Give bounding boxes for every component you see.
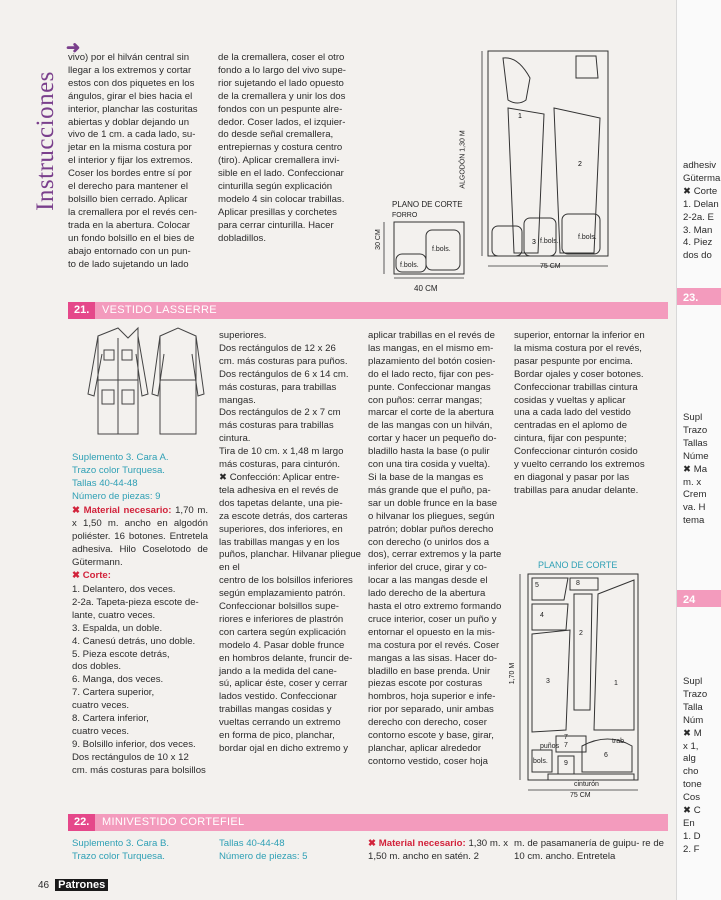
text-line: lados vestido. Confeccionar xyxy=(219,691,337,703)
text-line: cintura. xyxy=(219,433,251,445)
text-line: Cos xyxy=(683,792,701,804)
cut-item: 8. Cartera inferior, xyxy=(72,713,149,725)
text-line: Núme xyxy=(683,450,709,462)
text-line: do desde señal cremallera, xyxy=(218,129,334,141)
top-column-2 xyxy=(218,52,360,246)
text-line: riores e inferiores de plastrón xyxy=(219,613,344,625)
s21-pattern-title: PLANO DE CORTE xyxy=(538,560,618,570)
s21-pattern-label-5: 5 xyxy=(535,582,539,589)
text-line: ✖ M xyxy=(683,727,702,739)
text-line: En xyxy=(683,817,695,829)
s22-col4: m. de pasamanería de guipu- re de 10 cm. ancho. Entretela xyxy=(514,838,664,862)
top-pattern-bols-4: f.bols. xyxy=(578,234,597,241)
section-21-number: 21. xyxy=(68,302,95,319)
text-line: rior por separado, unir ambas xyxy=(368,704,494,716)
s21-pattern-label-4: 4 xyxy=(540,612,544,619)
text-line: trabillas para anudar delante. xyxy=(514,484,639,496)
s21-pattern-label-trab: trab. xyxy=(612,738,627,745)
text-line: o hilvanar los pliegues, según xyxy=(368,510,495,522)
text-line: sar un doble frunce en la base xyxy=(368,497,498,509)
text-line: tela adhesiva en el revés de xyxy=(219,484,339,496)
text-line: Confeccionar cinturón cosido xyxy=(514,446,638,458)
text-line: puños, planchar. Hilvanar pliegue en el xyxy=(219,549,361,574)
text-line: superiores. xyxy=(219,330,267,341)
text-line: 4. Piez xyxy=(683,237,713,249)
text-line: vivo) por el hilván central sin xyxy=(68,52,190,63)
page-footer xyxy=(38,879,108,891)
section-21-title: VESTIDO LASSERRE xyxy=(102,304,217,316)
text-line: dos tapetas delante, una pie- xyxy=(219,497,343,509)
text-line: entrepiernas y costura centro xyxy=(218,142,343,154)
top-pattern-piece-3: 3 xyxy=(532,239,536,246)
s21-pattern-diagram xyxy=(508,560,668,798)
adjacent-section-23-band: 23. xyxy=(677,288,721,305)
s21-column-2 xyxy=(219,330,361,756)
text-line: Coser los bordes entre sí por xyxy=(68,168,192,180)
text-line: contorno escote y base, girar, xyxy=(368,730,494,742)
cut-item: 6. Manga, dos veces. xyxy=(72,674,164,686)
text-line: Tira de 10 cm. x 1,48 m largo xyxy=(219,446,344,458)
text-line: Tallas xyxy=(683,437,708,449)
text-line: trada en la abertura. Colocar xyxy=(68,219,191,231)
text-line: más costuras, para trabillas xyxy=(219,381,337,393)
section-22-number: 22. xyxy=(68,814,95,831)
s22-col2: Tallas 40-44-48 Número de piezas: 5 xyxy=(219,838,308,862)
text-line: Dos rectángulos de 12 x 26 xyxy=(219,342,336,354)
s21-column-3 xyxy=(368,330,510,769)
cut-item: 5. Pieza escote detrás, xyxy=(72,648,170,660)
text-line: punte. Confeccionar mangas xyxy=(368,381,491,393)
text-line: con una tira cosida y vuelta). xyxy=(368,459,491,471)
text-line: vivo de 1 cm. a cada lado, su- xyxy=(68,129,196,141)
text-line: 2. F xyxy=(683,843,700,855)
adjacent-text-1 xyxy=(683,160,721,263)
text-line: cm. más costuras para puños. xyxy=(219,355,348,367)
s21-pattern-label-punos: puños xyxy=(540,743,560,750)
text-line: para cerrar cinturilla. Hacer xyxy=(218,219,334,231)
s21-cuts-list xyxy=(72,584,208,778)
text-line: vueltas cerrando un extremo xyxy=(219,717,341,729)
text-line: plazamiento del botón cosien- xyxy=(368,355,496,367)
text-line: ✖ Confección: Aplicar entre- xyxy=(219,471,340,483)
text-line: Confeccionar trabillas cintura xyxy=(514,381,638,393)
s22-col1: Suplemento 3. Cara B. Trazo color Turquesa. xyxy=(72,838,170,862)
cut-item: 7. Cartera superior, xyxy=(72,687,155,699)
top-column-1 xyxy=(68,52,204,271)
cut-item: cm. más costuras para bolsillos xyxy=(72,764,206,776)
text-line: el derecho para mantener el xyxy=(68,181,188,193)
adjacent-section-24-band: 24 xyxy=(677,590,721,607)
text-line: 2-2a. E xyxy=(683,211,714,223)
s21-pattern-label-3: 3 xyxy=(546,678,550,685)
text-line: fondo a lo largo del vivo supe- xyxy=(218,64,346,76)
s21-pattern-label-2: 2 xyxy=(579,630,583,637)
s21-corte-label: ✖ Corte: xyxy=(72,570,111,581)
text-line: mangas a las sisas. Hacer do- xyxy=(368,652,498,664)
text-line: Dos rectángulos de 6 x 14 cm. xyxy=(219,368,349,380)
text-line: de la cremallera y unir los dos xyxy=(218,90,346,102)
text-line: fondos con un pespunte alre- xyxy=(218,103,343,115)
text-line: con puños: cerrar mangas; xyxy=(368,394,483,406)
s21-pattern-label-1: 1 xyxy=(614,680,618,687)
cut-item: lante, cuatro veces. xyxy=(72,609,156,621)
s21-pattern-label-9: 9 xyxy=(564,760,568,767)
text-line: con cartera según explicación xyxy=(219,626,346,638)
text-line: marcar el corte de la abertura xyxy=(368,407,494,419)
cut-item: 1. Delantero, dos veces. xyxy=(72,584,176,595)
s21-pattern-height: 1,70 M xyxy=(509,662,517,685)
text-line: Güterma xyxy=(683,172,721,184)
text-line: m. x xyxy=(683,476,702,488)
text-line: derecho con derecho, coser xyxy=(368,717,487,729)
top-pattern-title: PLANO DE CORTE xyxy=(392,200,463,209)
top-pattern-diagram xyxy=(368,48,668,293)
cut-item: Dos rectángulos de 10 x 12 xyxy=(72,751,189,763)
text-line: jando a la medida del cane- xyxy=(219,665,337,677)
text-line: do el lado recto, fijar con pes- xyxy=(368,368,494,380)
text-line: entornar el opuesto en la mis- xyxy=(368,626,495,638)
text-line: 1. Delan xyxy=(683,198,719,210)
text-line: cosidas y vueltas y aplicar xyxy=(514,394,626,406)
cut-item: 9. Bolsillo inferior, dos veces. xyxy=(72,738,196,750)
text-line: bolsillo bien cerrado. Aplicar xyxy=(68,193,188,205)
page-number: 46 xyxy=(38,880,50,891)
text-line: modelo 4. Pasar doble frunce xyxy=(219,639,345,651)
text-line: ✖ C xyxy=(683,805,701,817)
text-line: centro de los bolsillos inferiores xyxy=(219,575,353,587)
text-line: Dos rectángulos de 2 x 7 cm xyxy=(219,407,341,419)
text-line: mangas. xyxy=(219,394,256,406)
text-line: inferior del cruce, girar y co- xyxy=(368,562,487,574)
text-line: Núm xyxy=(683,714,704,726)
top-pattern-piece-2: 2 xyxy=(578,161,582,168)
text-line: en diagonal y pasar por las xyxy=(514,471,630,483)
top-pattern-fabric-label: ALGODÓN 1,30 M xyxy=(459,130,467,189)
text-line: el interior y fijar los extremos. xyxy=(68,155,193,167)
text-line: trabillas mangas cosidas y xyxy=(219,704,332,716)
text-line: sible en el lado. Confeccionar xyxy=(218,168,344,180)
text-line: estos con dos piquetes en los xyxy=(68,77,195,89)
text-line: superiores, dos inferiores, en xyxy=(219,523,343,535)
adjacent-text-2 xyxy=(683,412,721,528)
text-line: más costuras, para cinturón. xyxy=(219,459,341,471)
cut-item: 2-2a. Tapeta-pieza escote de- xyxy=(72,596,199,608)
top-pattern-bols-2: f.bols. xyxy=(432,246,451,253)
text-line: 1. D xyxy=(683,830,701,842)
text-line: con derecho (o unirlos dos a xyxy=(368,536,490,548)
s21-pattern-width: 75 CM xyxy=(570,792,591,799)
text-line: tone xyxy=(683,779,702,791)
s21-pattern-svg xyxy=(508,560,668,798)
text-line: en forma de pico, planchar, xyxy=(219,730,335,742)
s21-pattern-label-8: 8 xyxy=(576,580,580,587)
text-line: hasta el otro extremo formando xyxy=(368,601,502,613)
text-line: cintura, fijar con pespunte; xyxy=(514,433,627,445)
text-line: de la cremallera, coser el otro xyxy=(218,52,345,63)
text-line: hombros, hoja superior e infe- xyxy=(368,691,496,703)
text-line: Bordar ojales y coser botones. xyxy=(514,368,644,380)
section-side-title: Instrucciones xyxy=(32,70,59,211)
text-line: las trabillas mangas y en los xyxy=(219,536,340,548)
text-line: la cremallera por el revés cen- xyxy=(68,206,198,218)
text-line: ✖ Corte xyxy=(683,185,718,197)
text-line: to de lado sujetando un lado xyxy=(68,258,189,270)
cut-item: cuatro veces. xyxy=(72,725,130,737)
text-line: llegar a los extremos y cortar xyxy=(68,64,192,76)
s21-pattern-label-6: 6 xyxy=(604,752,608,759)
adjacent-text-3 xyxy=(683,676,721,857)
s21-pattern-label-7b: 7 xyxy=(564,742,568,749)
arrow-icon: ➜ xyxy=(66,38,81,57)
cut-item: dos dobles. xyxy=(72,661,122,673)
text-line: va. H xyxy=(683,502,706,514)
text-line: contorno vestido, coser hoja xyxy=(368,755,488,767)
s21-spec: Suplemento 3. Cara A. Trazo color Turquesa. Tallas 40-44-48 Número de piezas: 9 xyxy=(72,452,169,502)
cut-item: 3. Espalda, un doble. xyxy=(72,622,163,634)
text-line: lado derecho de la abertura xyxy=(368,588,486,600)
text-line: Crem xyxy=(683,489,707,501)
text-line: la misma costura por el revés, xyxy=(514,342,642,354)
text-line: superior, entornar la inferior en xyxy=(514,330,645,341)
text-line: un fondo bolsillo en el bies de xyxy=(68,232,195,244)
text-line: Si la base de la mangas es xyxy=(368,471,484,483)
text-line: 3. Man xyxy=(683,224,713,236)
top-pattern-width-75: 75 CM xyxy=(540,263,561,270)
text-line: modelo 4 sin colocar trabillas. xyxy=(218,193,345,205)
text-line: más grande que el puño, pa- xyxy=(368,484,491,496)
text-line: y vuelto cerrando los extremos xyxy=(514,459,645,471)
text-line: Trazo xyxy=(683,424,708,436)
text-line: dobladillos. xyxy=(218,232,267,244)
text-line: ma costura por el revés. Coser xyxy=(368,639,500,651)
text-line: sú, aplicar éste, coser y cerrar xyxy=(219,678,348,690)
top-pattern-svg xyxy=(368,48,668,280)
text-line: más costuras para trabillas xyxy=(219,420,334,432)
text-line: piezas escote por costuras xyxy=(368,678,483,690)
text-line: abajo entornado con un pun- xyxy=(68,245,191,257)
text-line: alg xyxy=(683,753,696,765)
text-line: pasar pespunte por encima. xyxy=(514,355,633,367)
text-line: ángulos, girar el bies hacia el xyxy=(68,90,193,102)
text-line: (tiro). Aplicar cremallera invi- xyxy=(218,155,340,167)
s21-pattern-label-cinturon: cinturón xyxy=(574,781,599,788)
s21-column-4 xyxy=(514,330,664,498)
text-line: de las mangas con un hilván, xyxy=(368,420,493,432)
text-line: centradas en el aplomo de xyxy=(514,420,628,432)
text-line: patrón; doblar puños derecho xyxy=(368,523,494,535)
text-line: aplicar trabillas en el revés de xyxy=(368,330,495,341)
text-line: Supl xyxy=(683,412,703,423)
text-line: x 1, xyxy=(683,740,699,752)
cut-item: 4. Canesú detrás, uno doble. xyxy=(72,635,196,647)
s21-pattern-label-7a: 7 xyxy=(564,734,568,741)
top-pattern-bols-1: f.bols. xyxy=(400,262,419,269)
brand-logo: Patrones xyxy=(55,879,108,891)
s21-material: ✖ Material necesario: 1,70 m. x 1,50 m. ancho en algodón poliéster. 16 botones. Entretela adhesiva. Hilo Coselotodo de Gütermann. xyxy=(72,505,208,568)
section-22-title: MINIVESTIDO CORTEFIEL xyxy=(102,816,245,828)
dress-sketch-svg xyxy=(80,324,210,444)
text-line: las mangas, en el mismo em- xyxy=(368,342,494,354)
text-line: Aplicar presillas y corchetes xyxy=(218,206,337,218)
dress-illustration xyxy=(80,324,210,444)
text-line: interior, planchar las costuritas xyxy=(68,103,198,115)
top-pattern-width-40: 40 CM xyxy=(414,284,438,293)
top-pattern-piece-1: 1 xyxy=(518,113,522,120)
section-21-header xyxy=(68,302,668,319)
text-line: ✖ Ma xyxy=(683,463,708,475)
text-line: Supl xyxy=(683,676,703,687)
text-line: tema xyxy=(683,515,705,527)
text-line: una a cada lado del vestido xyxy=(514,407,631,419)
text-line: planchar, aplicar alrededor xyxy=(368,743,482,754)
top-pattern-bols-3: f.bols. xyxy=(540,238,559,245)
text-line: cho xyxy=(683,766,699,778)
text-line: bordar ojal en dicho extremo y xyxy=(219,743,349,754)
adjacent-page-strip xyxy=(676,0,721,900)
text-line: dos do xyxy=(683,250,712,262)
text-line: cruce interior, coser un puño y xyxy=(368,613,497,625)
top-pattern-subtitle: FORRO xyxy=(392,212,418,219)
text-line: dos), cerrar extremos y la parte xyxy=(368,549,502,561)
text-line: jetar en la misma costura por xyxy=(68,142,192,154)
section-22-header xyxy=(68,814,668,831)
text-line: bladillo hasta la base (o pulir xyxy=(368,446,490,458)
top-pattern-height-30: 30 CM xyxy=(374,229,382,250)
text-line: Confeccionar bolsillos supe- xyxy=(219,601,339,613)
text-line: adhesiv xyxy=(683,160,717,171)
text-line: locar a las mangas desde el xyxy=(368,575,488,587)
text-line: cortar y hacer un pequeño do- xyxy=(368,433,497,445)
text-line: bladillo en base prenda. Unir xyxy=(368,665,491,677)
text-line: rior sujetando el lado opuesto xyxy=(218,77,344,89)
s21-pattern-label-bols: bols. xyxy=(533,758,548,765)
text-line: za escote detrás, dos carteras xyxy=(219,510,348,522)
text-line: cinturilla según explicación xyxy=(218,181,333,193)
text-line: Talla xyxy=(683,701,703,713)
cut-item: cuatro veces. xyxy=(72,700,130,712)
text-line: dedor. Coser lados, el izquier- xyxy=(218,116,346,128)
s22-col3: ✖ Material necesario: 1,30 m. x 1,50 m. ancho en satén. 2 xyxy=(368,838,509,862)
text-line: Trazo xyxy=(683,688,708,700)
text-line: abiertas y doblar dejando un xyxy=(68,116,190,128)
text-line: según emplazamiento patrón. xyxy=(219,588,346,600)
text-line: en hombros delante, fruncir de- xyxy=(219,652,353,664)
